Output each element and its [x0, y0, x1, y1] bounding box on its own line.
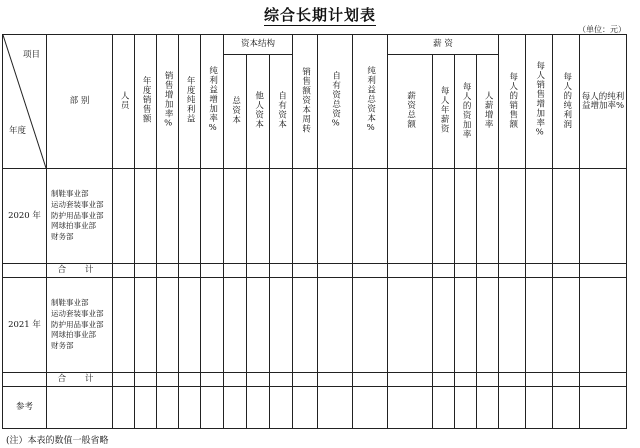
table-cell [293, 264, 318, 278]
table-cell [526, 373, 553, 387]
table-cell [318, 278, 353, 373]
table-cell [224, 387, 247, 429]
header-salary-total: 薪资总额 [388, 55, 433, 169]
table-cell [293, 278, 318, 373]
table-cell [293, 387, 318, 429]
table-cell [553, 169, 580, 264]
table-cell [580, 387, 627, 429]
table-cell [388, 373, 433, 387]
list-item: 运动套装事业部 [51, 308, 104, 318]
header-department: 部 别 [47, 35, 113, 169]
table-cell [388, 169, 433, 264]
table-cell [477, 373, 499, 387]
table-cell [499, 278, 526, 373]
header-annual-sales: 年度销售额 [135, 35, 157, 169]
table-cell [388, 264, 433, 278]
table-cell [318, 264, 353, 278]
table-cell [135, 264, 157, 278]
header-salary-growth-per-person: 每人的资加率 [455, 55, 477, 169]
table-cell [318, 387, 353, 429]
table-cell [455, 387, 477, 429]
header-own-capital-pct: 自有资总资% [318, 35, 353, 169]
table-cell [157, 278, 179, 373]
header-net-profit-growth: 纯利益增加率% [201, 35, 224, 169]
header-annual-net-profit: 年度纯利益 [179, 35, 201, 169]
table-cell [201, 169, 224, 264]
table-cell [526, 278, 553, 373]
table-cell [477, 278, 499, 373]
table-row [3, 387, 627, 429]
table-cell [247, 264, 270, 278]
table-cell [201, 264, 224, 278]
table-cell [201, 278, 224, 373]
table-cell [270, 278, 293, 373]
table-cell [157, 264, 179, 278]
table-cell [455, 264, 477, 278]
table-cell [433, 278, 455, 373]
table-cell [135, 387, 157, 429]
table-cell [113, 373, 135, 387]
table-cell [499, 387, 526, 429]
unit-label: （单位：元） [578, 25, 626, 34]
table-cell [270, 373, 293, 387]
table-cell [135, 373, 157, 387]
table-cell [455, 373, 477, 387]
header-own-capital: 自有资本 [270, 55, 293, 169]
header-diagonal-cell [3, 35, 47, 169]
department-list [47, 169, 113, 264]
table-row [3, 169, 627, 264]
table-cell [499, 373, 526, 387]
table-row [3, 373, 627, 387]
table-cell [270, 264, 293, 278]
list-item: 防护用品事业部 [51, 210, 104, 220]
table-cell [580, 278, 627, 373]
table-cell [293, 169, 318, 264]
table-cell [247, 278, 270, 373]
header-net-profit-growth-per-person: 每人的纯利益增加率% [580, 35, 627, 169]
table-cell [477, 169, 499, 264]
table-cell [499, 264, 526, 278]
table-cell [526, 264, 553, 278]
table-cell [135, 169, 157, 264]
table-cell [553, 373, 580, 387]
list-item: 制鞋事业部 [51, 188, 89, 198]
table-cell [388, 278, 433, 373]
header-personnel: 人员 [113, 35, 135, 169]
year-cell: 2021 年 [3, 278, 47, 373]
table-cell [353, 264, 388, 278]
header-net-profit-capital-pct: 纯利益总资本% [353, 35, 388, 169]
list-item: 制鞋事业部 [51, 297, 89, 307]
header-year: 年度 [9, 126, 27, 137]
list-item: 运动套装事业部 [51, 199, 104, 209]
table-cell [293, 373, 318, 387]
table-cell [201, 373, 224, 387]
table-cell [477, 387, 499, 429]
table-cell [3, 264, 47, 278]
header-net-profit-per-person: 每人的纯利润 [553, 35, 580, 169]
table-cell [353, 387, 388, 429]
year-cell: 2020 年 [3, 169, 47, 264]
header-item: 项目 [22, 50, 40, 60]
list-item: 网球拍事业部 [51, 330, 96, 340]
table-cell [113, 264, 135, 278]
table-cell [179, 169, 201, 264]
table-cell [47, 387, 113, 429]
table-cell [318, 169, 353, 264]
table-cell [433, 387, 455, 429]
list-item: 网球拍事业部 [51, 221, 96, 231]
total-label: 合 计 [47, 373, 113, 387]
table-cell [553, 278, 580, 373]
table-cell [113, 169, 135, 264]
table-cell [224, 264, 247, 278]
list-item: 防护用品事业部 [51, 319, 104, 329]
table-row [3, 264, 627, 278]
table-cell [318, 373, 353, 387]
table-cell [526, 387, 553, 429]
table-cell [353, 278, 388, 373]
table-cell [580, 264, 627, 278]
table-cell [179, 264, 201, 278]
table-cell [553, 387, 580, 429]
table-cell [247, 387, 270, 429]
table-cell [224, 169, 247, 264]
reference-label: 参考 [3, 387, 47, 429]
table-cell [455, 169, 477, 264]
table-cell [433, 169, 455, 264]
header-total-capital: 总资本 [224, 55, 247, 169]
table-cell [224, 373, 247, 387]
department-list [47, 278, 113, 373]
table-cell [179, 387, 201, 429]
table-cell [179, 278, 201, 373]
header-capital-structure: 资本结构 [224, 35, 293, 55]
table-cell [247, 373, 270, 387]
table-cell [580, 169, 627, 264]
header-others-capital: 他人资本 [247, 55, 270, 169]
table-cell [580, 373, 627, 387]
table-cell [499, 169, 526, 264]
table-cell [247, 169, 270, 264]
header-salary-per-person: 每人年薪资 [433, 55, 455, 169]
table-cell [135, 278, 157, 373]
table-cell [201, 387, 224, 429]
header-sales-per-person: 每人的销售额 [499, 35, 526, 169]
table-cell [113, 387, 135, 429]
table-cell [353, 373, 388, 387]
header-sales-turnover: 销售额资本周转 [293, 35, 318, 169]
table-cell [455, 278, 477, 373]
table-cell [433, 373, 455, 387]
table-row [3, 278, 627, 373]
header-sales-growth: 销售增加率% [157, 35, 179, 169]
page-title: 综合长期计划表 [263, 6, 376, 24]
table-cell [157, 169, 179, 264]
table-cell [113, 278, 135, 373]
table-cell [224, 278, 247, 373]
table-cell [270, 387, 293, 429]
table-cell [433, 264, 455, 278]
table-cell [270, 169, 293, 264]
table-cell [179, 373, 201, 387]
list-item: 财务部 [51, 232, 74, 242]
table-cell [3, 373, 47, 387]
header-sales-growth-per-person: 每人销售增加率% [526, 35, 553, 169]
list-item: 财务部 [51, 341, 74, 351]
table-cell [353, 169, 388, 264]
total-label: 合 计 [47, 264, 113, 278]
plan-table [2, 34, 627, 429]
header-salary: 薪 资 [388, 35, 499, 55]
table-cell [157, 373, 179, 387]
table-cell [526, 169, 553, 264]
header-salary-growth-rate: 人薪增率 [477, 55, 499, 169]
table-cell [553, 264, 580, 278]
table-cell [388, 387, 433, 429]
table-cell [157, 387, 179, 429]
footnote: (注）本表的数值一般省略 [6, 436, 109, 446]
table-cell [477, 264, 499, 278]
